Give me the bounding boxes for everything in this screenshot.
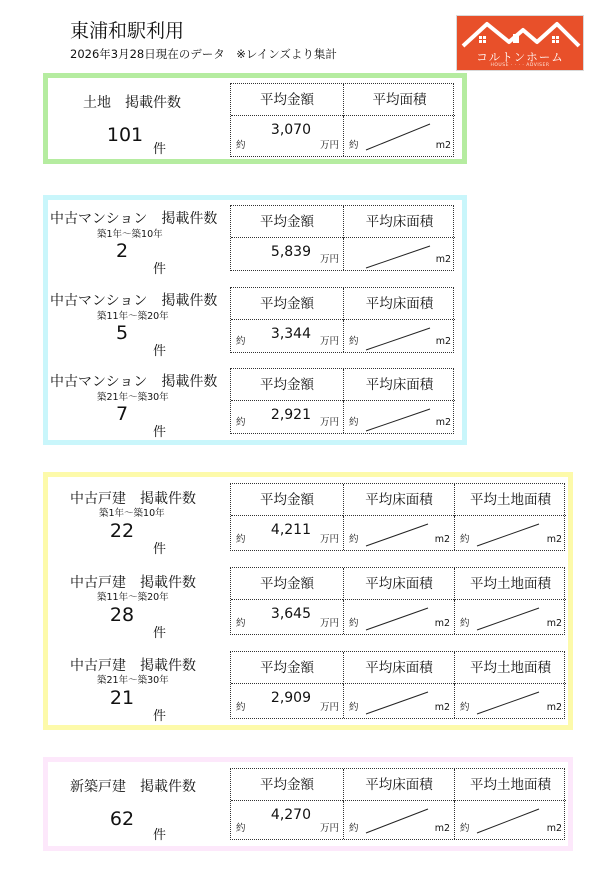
mansion-count-unit: 件 — [153, 262, 167, 277]
header-avg-land-area: 平均土地面積 — [454, 652, 566, 684]
new-house-count: 62 — [109, 808, 135, 830]
header-avg-price: 平均金額 — [231, 484, 343, 516]
approx-label: 約 — [349, 702, 359, 713]
house-count-unit: 件 — [153, 626, 167, 641]
new-house-avg-price: 4,270 — [270, 807, 311, 823]
house-count: 22 — [109, 520, 135, 542]
house-land-area-cell — [454, 600, 566, 634]
page-title: 東浦和駅利用 — [70, 20, 185, 42]
mansion-stats-table — [230, 205, 454, 271]
area-unit: m2 — [434, 618, 450, 629]
no-data-slash — [364, 122, 432, 152]
house-floor-area-cell — [343, 600, 454, 634]
mansion-years: 築21年～築30年 — [97, 392, 169, 403]
price-unit: 万円 — [319, 823, 339, 834]
mansion-count-unit: 件 — [153, 344, 167, 359]
header-avg-price: 平均金額 — [231, 206, 343, 238]
house-price-cell — [231, 684, 343, 718]
approx-label: 約 — [236, 140, 246, 151]
land-avg-price: 3,070 — [270, 122, 311, 138]
approx-label: 約 — [236, 417, 246, 428]
no-data-slash — [475, 807, 541, 835]
new-house-land-area-cell — [454, 801, 566, 839]
approx-label: 約 — [349, 823, 359, 834]
mansion-years: 築11年～築20年 — [97, 311, 169, 322]
house-avg-price: 3,645 — [270, 606, 311, 622]
area-unit: m2 — [435, 254, 451, 265]
house-count: 21 — [109, 687, 135, 709]
no-data-slash — [364, 522, 430, 548]
mansion-stats-table — [230, 368, 454, 434]
land-stats-table — [230, 83, 454, 157]
house-floor-area-cell — [343, 684, 454, 718]
header-avg-area: 平均面積 — [343, 84, 455, 116]
header-avg-floor-area: 平均床面積 — [343, 769, 454, 801]
approx-label: 約 — [460, 702, 470, 713]
header-avg-floor-area: 平均床面積 — [343, 369, 455, 401]
house-floor-area-cell — [343, 516, 454, 550]
area-unit: m2 — [434, 823, 450, 834]
no-data-slash — [364, 807, 430, 835]
land-count: 101 — [106, 124, 144, 146]
mansion-count: 7 — [115, 403, 129, 425]
approx-label: 約 — [460, 534, 470, 545]
house-price-cell — [231, 600, 343, 634]
house-avg-price: 4,211 — [270, 522, 311, 538]
mansion-avg-price: 3,344 — [270, 326, 311, 342]
logo-text: コルトンホーム — [476, 50, 564, 64]
mansion-price-cell — [231, 238, 343, 270]
mansion-stats-table — [230, 287, 454, 353]
header-avg-floor-area: 平均床面積 — [343, 288, 455, 320]
area-unit: m2 — [435, 417, 451, 428]
header-avg-floor-area: 平均床面積 — [343, 484, 454, 516]
house-count: 28 — [109, 604, 135, 626]
no-data-slash — [475, 690, 541, 716]
no-data-slash — [364, 690, 430, 716]
area-unit: m2 — [434, 534, 450, 545]
house-land-area-cell — [454, 516, 566, 550]
mansion-count-unit: 件 — [153, 425, 167, 440]
house-stats-table — [230, 483, 565, 551]
new-house-label: 新築戸建 掲載件数 — [70, 779, 196, 795]
mansion-area-cell — [343, 401, 455, 433]
area-unit: m2 — [435, 336, 451, 347]
approx-label: 約 — [460, 618, 470, 629]
mansion-years: 築1年～築10年 — [97, 229, 163, 240]
area-unit: m2 — [546, 702, 562, 713]
price-unit: 万円 — [319, 417, 339, 428]
house-stats-table — [230, 651, 565, 719]
mansion-price-cell — [231, 401, 343, 433]
approx-label: 約 — [349, 618, 359, 629]
house-count-unit: 件 — [153, 542, 167, 557]
header-avg-price: 平均金額 — [231, 769, 343, 801]
mansion-price-cell — [231, 320, 343, 352]
land-area-cell — [343, 116, 455, 156]
mansion-label: 中古マンション 掲載件数 — [50, 211, 218, 227]
price-unit: 万円 — [319, 534, 339, 545]
land-count-unit: 件 — [153, 142, 167, 157]
area-unit: m2 — [546, 618, 562, 629]
page-subtitle: 2026年3月28日現在のデータ ※レインズより集計 — [70, 47, 337, 61]
header-avg-floor-area: 平均床面積 — [343, 206, 455, 238]
mansion-area-cell — [343, 320, 455, 352]
house-label: 中古戸建 掲載件数 — [70, 658, 196, 674]
house-label: 中古戸建 掲載件数 — [70, 491, 196, 507]
logo-subtext: HOUSE · · · · ADVISER — [490, 63, 550, 68]
price-unit: 万円 — [319, 140, 339, 151]
area-unit: m2 — [434, 702, 450, 713]
house-years: 築21年～築30年 — [97, 675, 169, 686]
new-house-stats-table — [230, 768, 565, 840]
mansion-label: 中古マンション 掲載件数 — [50, 293, 218, 309]
land-label: 土地 掲載件数 — [83, 95, 181, 111]
approx-label: 約 — [349, 534, 359, 545]
approx-label: 約 — [349, 140, 359, 151]
header-avg-price: 平均金額 — [231, 369, 343, 401]
approx-label: 約 — [236, 618, 246, 629]
price-unit: 万円 — [319, 336, 339, 347]
house-avg-price: 2,909 — [270, 690, 311, 706]
price-unit: 万円 — [319, 618, 339, 629]
mansion-avg-price: 2,921 — [270, 407, 311, 423]
mansion-avg-price: 5,839 — [270, 244, 311, 260]
area-unit: m2 — [435, 140, 451, 151]
no-data-slash — [475, 522, 541, 548]
approx-label: 約 — [236, 823, 246, 834]
house-stats-table — [230, 567, 565, 635]
house-years: 築11年～築20年 — [97, 592, 169, 603]
house-price-cell — [231, 516, 343, 550]
mansion-count: 2 — [115, 240, 129, 262]
area-unit: m2 — [546, 534, 562, 545]
new-house-price-cell — [231, 801, 343, 839]
approx-label: 約 — [236, 702, 246, 713]
mansion-count: 5 — [115, 322, 129, 344]
approx-label: 約 — [236, 534, 246, 545]
land-price-cell — [231, 116, 343, 156]
header-avg-price: 平均金額 — [231, 84, 343, 116]
house-logo-icon — [457, 16, 583, 50]
area-unit: m2 — [546, 823, 562, 834]
new-house-count-unit: 件 — [153, 828, 167, 843]
no-data-slash — [364, 407, 432, 433]
mansion-area-cell — [343, 238, 455, 270]
house-count-unit: 件 — [153, 709, 167, 724]
approx-label: 約 — [349, 336, 359, 347]
no-data-slash — [475, 606, 541, 632]
header-avg-price: 平均金額 — [231, 568, 343, 600]
header-avg-price: 平均金額 — [231, 288, 343, 320]
house-years: 築1年～築10年 — [99, 508, 165, 519]
no-data-slash — [364, 326, 432, 352]
house-land-area-cell — [454, 684, 566, 718]
mansion-label: 中古マンション 掲載件数 — [50, 374, 218, 390]
header-avg-land-area: 平均土地面積 — [454, 769, 566, 801]
approx-label: 約 — [236, 336, 246, 347]
header-avg-land-area: 平均土地面積 — [454, 568, 566, 600]
house-label: 中古戸建 掲載件数 — [70, 575, 196, 591]
header-avg-floor-area: 平均床面積 — [343, 568, 454, 600]
header-avg-land-area: 平均土地面積 — [454, 484, 566, 516]
price-unit: 万円 — [319, 702, 339, 713]
no-data-slash — [364, 244, 432, 270]
price-unit: 万円 — [319, 254, 339, 265]
approx-label: 約 — [460, 823, 470, 834]
company-logo — [456, 15, 584, 71]
new-house-floor-area-cell — [343, 801, 454, 839]
header-avg-floor-area: 平均床面積 — [343, 652, 454, 684]
header-avg-price: 平均金額 — [231, 652, 343, 684]
approx-label: 約 — [349, 417, 359, 428]
no-data-slash — [364, 606, 430, 632]
